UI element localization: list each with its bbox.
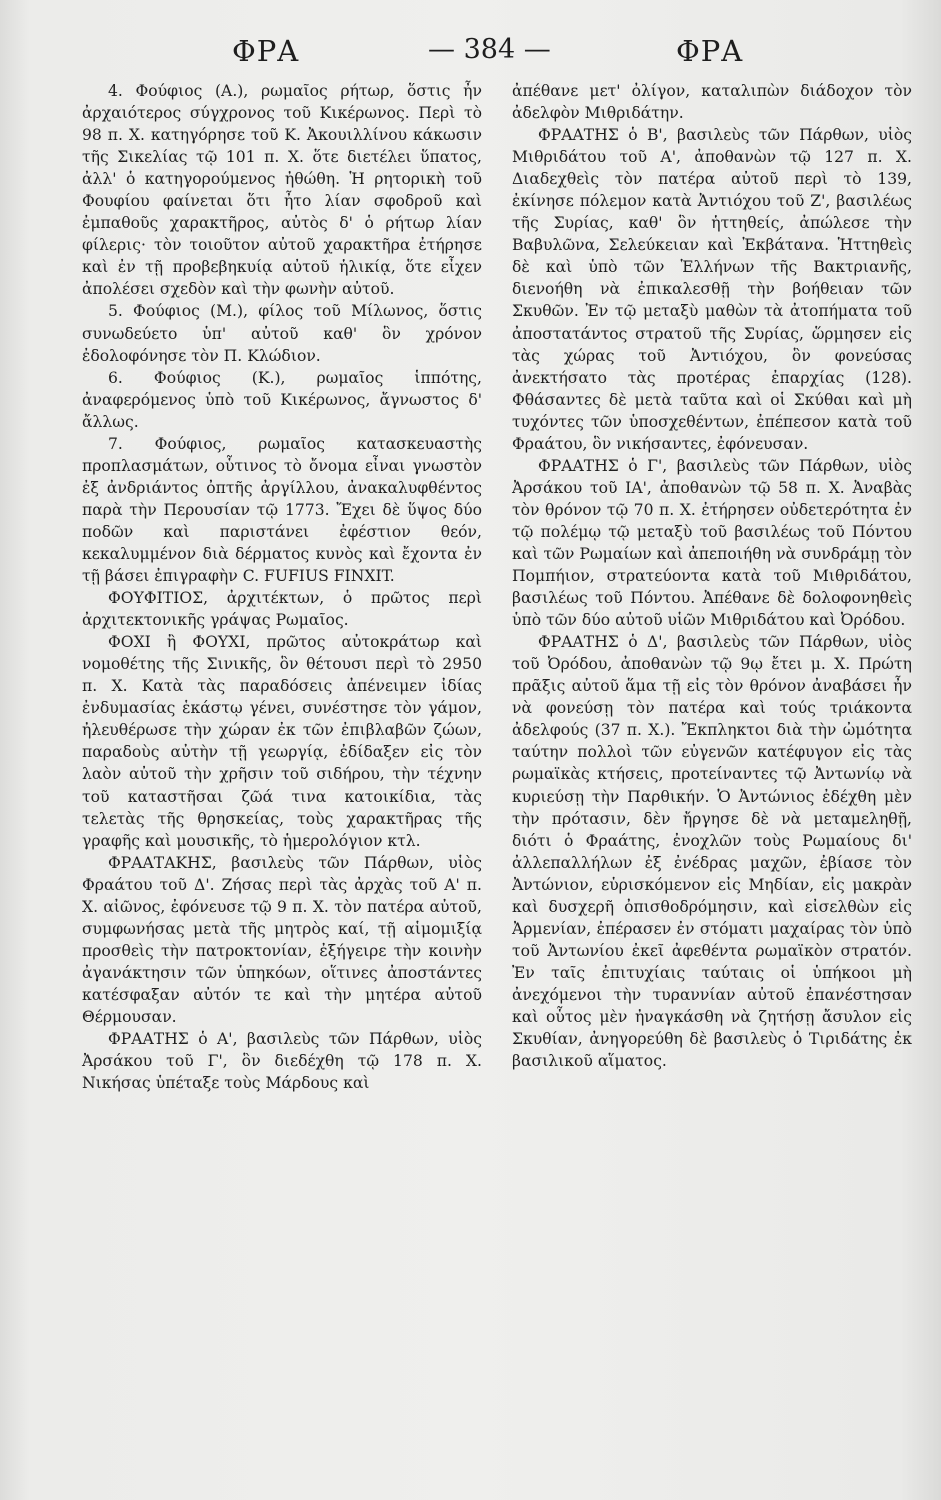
entry-fraatis-c: ΦΡΑΑΤΗΣ ὁ Γ', βασιλεὺς τῶν Πάρθων, υἱὸς Ἀρσάκου τοῦ ΙΑ', ἀποθανὼν τῷ 58 π. Χ. Ἀναβὰς τὸν θρόνον τῷ 70 π. Χ. ἐτήρησεν οὐδετερότητα ἐν τῷ πολέμῳ τῷ μεταξὺ τοῦ βασιλέως τοῦ Πόντου καὶ τῶν Ρωμαίων καὶ ἀπεποιήθη νὰ συνδράμῃ τὸν Πομπήιον, στρατεύοντα κατὰ τοῦ Μιθριδάτου, βασιλέως τοῦ Πόντου. Ἀπέθανε δὲ δολοφονηθεὶς ὑπὸ τῶν δύο αὐτοῦ υἱῶν Μιθριδάτου καὶ Ὀρόδου. bbox=[512, 456, 912, 630]
entry-fraatis-a: ΦΡΑΑΤΗΣ ὁ Α', βασιλεὺς τῶν Πάρθων, υἱὸς Ἀρσάκου τοῦ Γ', ὃν διεδέχθη τῷ 178 π. Χ. Νικήσας ὑπέταξε τοὺς Μάρδους καὶ bbox=[82, 1030, 482, 1093]
entry-fochi: ΦΟΧΙ ἢ ΦΟΥΧΙ, πρῶτος αὐτοκράτωρ καὶ νομοθέτης τῆς Σινικῆς, ὃν θέτουσι περὶ τὸ 2950 π. Χ. Κατὰ τὰς παραδόσεις ἀπένειμεν ἰδίας ἐνδυμασίας ἑκάστῳ γένει, συνέστησε τὸν γάμον, ἠλευθέρωσε τὴν χώραν ἐκ τῶν ἐπιβλαβῶν ζώων, παραδοὺς αὐτὴν τῇ γεωργίᾳ, ἐδίδαξεν εἰς τὸν λαὸν αὐτοῦ τὴν χρῆσιν τοῦ σιδήρου, τὴν τέχνην τοῦ καταστῆσαι ζῶά τινα κατοικίδια, τὰς τελετὰς τῆς θρησκείας, τοὺς χαρακτῆρας τῆς γραφῆς καὶ μουσικῆς, τὸ ἡμερολόγιον κτλ. bbox=[82, 633, 482, 850]
right-text-column bbox=[512, 80, 912, 1072]
entry-fraatis-a-continued: ἀπέθανε μετ' ὀλίγον, καταλιπὼν διάδοχον τὸν ἀδελφὸν Μιθριδάτην. bbox=[512, 82, 912, 123]
running-head-left: ΦΡΑ bbox=[232, 34, 300, 68]
left-text-column bbox=[82, 80, 482, 1094]
entry-fraatakis: ΦΡΑΑΤΑΚΗΣ, βασιλεὺς τῶν Πάρθων, υἱὸς Φραάτου τοῦ Δ'. Ζήσας περὶ τὰς ἀρχὰς τοῦ Α' π. Χ. αἰῶνος, ἐφόνευσε τῷ 9 π. Χ. τὸν πατέρα αὐτοῦ, συμφωνήσας μετὰ τῆς μητρὸς καί, τῇ αἱμομιξίᾳ προσθεὶς τὴν πατροκτονίαν, ἐξήγειρε τὴν κοινὴν ἀγανάκτησιν τῶν ὑπηκόων, οἵτινες ἀποστάντες κατέσφαξαν αὐτόν τε καὶ τὴν μητέρα αὐτοῦ Θέρμουσαν. bbox=[82, 853, 482, 1026]
entry-fraatis-d: ΦΡΑΑΤΗΣ ὁ Δ', βασιλεὺς τῶν Πάρθων, υἱὸς τοῦ Ὀρόδου, ἀποθανὼν τῷ 9ῳ ἔτει μ. Χ. Πρώτη πρᾶξις αὐτοῦ ἅμα τῇ εἰς τὸν θρόνον ἀναβάσει ἦν νὰ φονεύσῃ τὸν πατέρα καὶ τούς τριάκοντα ἀδελφούς (37 π. Χ.). Ἔκπληκτοι διὰ τὴν ὠμότητα ταύτην πολλοὶ τῶν εὐγενῶν κατέφυγον εἰς τὰς ρωμαϊκὰς κτήσεις, προτείναντες τῷ Ἀντωνίῳ νὰ κυριεύσῃ τὴν Παρθικήν. Ὁ Ἀντώνιος ἐδέχθη μὲν τὴν πρότασιν, δὲν ἤργησε δὲ νὰ μεταμεληθῇ, διότι ὁ Φραάτης, ἐνοχλῶν τοὺς Ρωμαίους δι' ἀλλεπαλλήλων ἐξ ἐνέδρας μαχῶν, ἐβίασε τὸν Ἀντώνιον, εὑρισκόμενον εἰς Μηδίαν, εἰς μακρὰν καὶ δυσχερῆ ὀπισθοδρόμησιν, καὶ εἰσελθὼν εἰς Ἀρμενίαν, ἐπέρασεν ἐν στόματι μαχαίρας τὸν ὑπὸ τοῦ Ἀντωνίου ἐκεῖ ἀφεθέντα ρωμαϊκὸν στρατόν. Ἐν ταῖς ἐπιτυχίαις ταύταις οἱ ὑπήκοοι μὴ ἀνεχόμενοι τὴν τυραννίαν αὐτοῦ ἐπανέστησαν καὶ οὗτος μὲν ἠναγκάσθη νὰ ζητήσῃ ἄσυλον εἰς Σκυθίαν, ἀνηγορεύθη δὲ βασιλεὺς ὁ Τιριδάτης ἐκ βασιλικοῦ αἵματος. bbox=[512, 633, 912, 1071]
page-number: — 384 — bbox=[428, 34, 551, 65]
entry-fufitios: ΦΟΥΦΙΤΙΟΣ, ἀρχιτέκτων, ὁ πρῶτος περὶ ἀρχιτεκτονικῆς γράψας Ρωμαῖος. bbox=[82, 589, 482, 630]
entry-fufius-7: 7. Φούφιος, ρωμαῖος κατασκευαστὴς προπλασμάτων, οὗτινος τὸ ὄνομα εἶναι γνωστὸν ἐξ ἀνδριάντος ὀπτῆς ἀργίλλου, ἀνακαλυφθέντος παρὰ τὴν Περουσίαν τῷ 1773. Ἔχει δὲ ὕψος δύο ποδῶν καὶ παριστάνει ἐφέστιον θεόν, κεκαλυμμένον διὰ δέρματος κυνὸς καὶ ἔχοντα ἐν τῇ βάσει ἐπιγραφὴν C. FUFIUS FINXIT. bbox=[82, 434, 482, 586]
entry-fufius-6: 6. Φούφιος (Κ.), ρωμαῖος ἱππότης, ἀναφερόμενος ὑπὸ τοῦ Κικέρωνος, ἄγνωστος δ' ἄλλως. bbox=[82, 368, 482, 431]
page-header bbox=[0, 28, 941, 78]
entry-fraatis-b: ΦΡΑΑΤΗΣ ὁ Β', βασιλεὺς τῶν Πάρθων, υἱὸς Μιθριδάτου τοῦ Α', ἀποθανὼν τῷ 127 π. Χ. Διαδεχθεὶς τὸν πατέρα αὐτοῦ περὶ τὸ 139, ἐκίνησε πόλεμον κατὰ Ἀντιόχου τοῦ Ζ', βασιλέως τῆς Συρίας, καθ' ὃν ἡττηθείς, ἀπώλεσε τὴν Βαβυλῶνα, Σελεύκειαν καὶ Ἐκβάτανα. Ἡττηθεὶς δὲ καὶ ὑπὸ τῶν Ἑλλήνων τῆς Βακτριανῆς, διενοήθη νὰ ἐπικαλεσθῇ τὴν βοήθειαν τῶν Σκυθῶν. Ἐν τῷ μεταξὺ μαθὼν τὰ ἀτοπήματα τοῦ ἀποστατάντος στρατοῦ τῆς Συρίας, ὥρμησεν εἰς τὰς χώρας τοῦ Ἀντιόχου, ὃν φονεύσας ἀνεκτήσατο τὰς προτέρας ἐπαρχίας (128). Φθάσαντες δὲ μετὰ ταῦτα καὶ οἱ Σκύθαι καὶ μὴ τυχόντες τῶν ὑποσχεθέντων, ἐπέπεσον κατὰ τοῦ Φραάτου, ὃν νικήσαντες, ἐφόνευσαν. bbox=[512, 126, 912, 453]
entry-fufius-4: 4. Φούφιος (Α.), ρωμαῖος ρήτωρ, ὅστις ἦν ἀρχαιότερος σύγχρονος τοῦ Κικέρωνος. Περὶ τὸ 98 π. Χ. κατηγόρησε τοῦ Κ. Ἀκουιλλίνου κάκωσιν τῆς Σικελίας τῷ 101 π. Χ. ὅτε διετέλει ὕπατος, ἀλλ' ὁ κατηγορούμενος ἠθώθη. Ἡ ρητορικὴ τοῦ Φουφίου φαίνεται ὅτι ἦτο λίαν σφοδροῦ καὶ ἐμπαθοῦς χαρακτῆρος, αὐτὸς δ' ὁ ρήτωρ λίαν φίλερις· τὸν τοιοῦτον αὐτοῦ χαρακτῆρα ἐτήρησε καὶ ἐν τῇ προβεβηκυίᾳ αὐτοῦ ἡλικίᾳ, ὅτε εἶχεν ἀπολέσει σχεδὸν καὶ τὴν φωνὴν αὐτοῦ. bbox=[82, 82, 482, 299]
running-head-right: ΦΡΑ bbox=[676, 34, 744, 68]
entry-fufius-5: 5. Φούφιος (Μ.), φίλος τοῦ Μίλωνος, ὅστις συνωδεύετο ὑπ' αὐτοῦ καθ' ὃν χρόνον ἐδολοφόνησε τὸν Π. Κλώδιον. bbox=[82, 302, 482, 365]
